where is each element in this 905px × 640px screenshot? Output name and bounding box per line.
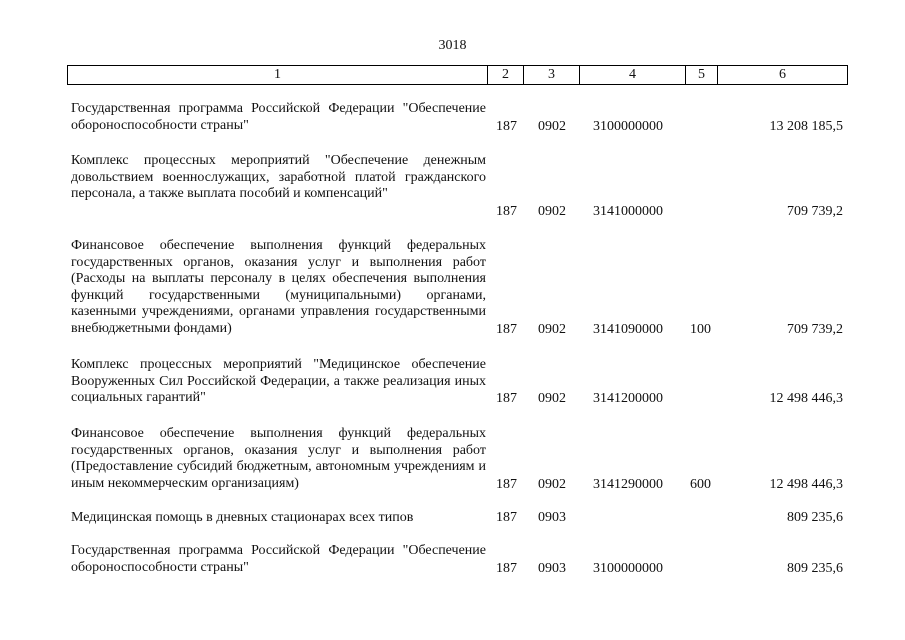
column-header-5: 5 bbox=[686, 66, 718, 85]
row-code-4: 3141290000 bbox=[593, 477, 663, 492]
row-code-3: 0903 bbox=[538, 561, 566, 576]
row-amount: 13 208 185,5 bbox=[769, 119, 843, 134]
row-code-4: 3100000000 bbox=[593, 561, 663, 576]
row-code-5: 600 bbox=[690, 477, 711, 492]
row-description: Финансовое обеспечение выполнения функций федеральных государственных органов, оказания услуг и выполнения работ (Предоставление субсидий бюджетным, автономным учреждениям и иным некоммерческим организациям) bbox=[71, 426, 486, 491]
column-header-1: 1 bbox=[68, 66, 488, 85]
row-description: Комплекс процессных мероприятий "Медицинское обеспечение Вооруженных Сил Российской Федерации, а также реализация иных социальных гарантий" bbox=[71, 357, 486, 405]
row-code-3: 0902 bbox=[538, 322, 566, 337]
row-description: Медицинская помощь в дневных стационарах всех типов bbox=[71, 510, 414, 525]
row-code-4: 3141200000 bbox=[593, 391, 663, 406]
row-description: Государственная программа Российской Федерации "Обеспечение обороноспособности страны" bbox=[71, 543, 486, 575]
row-code-3: 0902 bbox=[538, 477, 566, 492]
row-code-4: 3141090000 bbox=[593, 322, 663, 337]
row-code-2: 187 bbox=[496, 204, 517, 219]
row-code-3: 0902 bbox=[538, 119, 566, 134]
column-header-2: 2 bbox=[488, 66, 524, 85]
row-code-4: 3141000000 bbox=[593, 204, 663, 219]
row-code-2: 187 bbox=[496, 322, 517, 337]
row-code-2: 187 bbox=[496, 391, 517, 406]
row-description: Финансовое обеспечение выполнения функций федеральных государственных органов, оказания услуг и выполнения работ (Расходы на выплаты персоналу в целях обеспечения выполнения функций государственными (муниципальными) органами, казенными учреждениями, органами управления государственными внебюджетными фондами) bbox=[71, 238, 486, 336]
row-amount: 809 235,6 bbox=[787, 510, 843, 525]
row-code-3: 0903 bbox=[538, 510, 566, 525]
column-header-4: 4 bbox=[580, 66, 686, 85]
row-amount: 12 498 446,3 bbox=[769, 477, 843, 492]
row-description: Государственная программа Российской Федерации "Обеспечение обороноспособности страны" bbox=[71, 101, 486, 133]
column-header-3: 3 bbox=[524, 66, 580, 85]
row-code-4: 3100000000 bbox=[593, 119, 663, 134]
row-amount: 709 739,2 bbox=[787, 204, 843, 219]
page-number: 3018 bbox=[438, 38, 467, 53]
row-amount: 12 498 446,3 bbox=[769, 391, 843, 406]
row-amount: 709 739,2 bbox=[787, 322, 843, 337]
column-header-6: 6 bbox=[718, 66, 848, 85]
row-code-2: 187 bbox=[496, 119, 517, 134]
row-code-2: 187 bbox=[496, 561, 517, 576]
row-code-3: 0902 bbox=[538, 204, 566, 219]
row-code-3: 0902 bbox=[538, 391, 566, 406]
row-code-2: 187 bbox=[496, 510, 517, 525]
row-amount: 809 235,6 bbox=[787, 561, 843, 576]
row-code-5: 100 bbox=[690, 322, 711, 337]
row-description: Комплекс процессных мероприятий "Обеспечение денежным довольствием военнослужащих, заработной платой гражданского персонала, а также выплата пособий и компенсаций" bbox=[71, 153, 486, 201]
row-code-2: 187 bbox=[496, 477, 517, 492]
